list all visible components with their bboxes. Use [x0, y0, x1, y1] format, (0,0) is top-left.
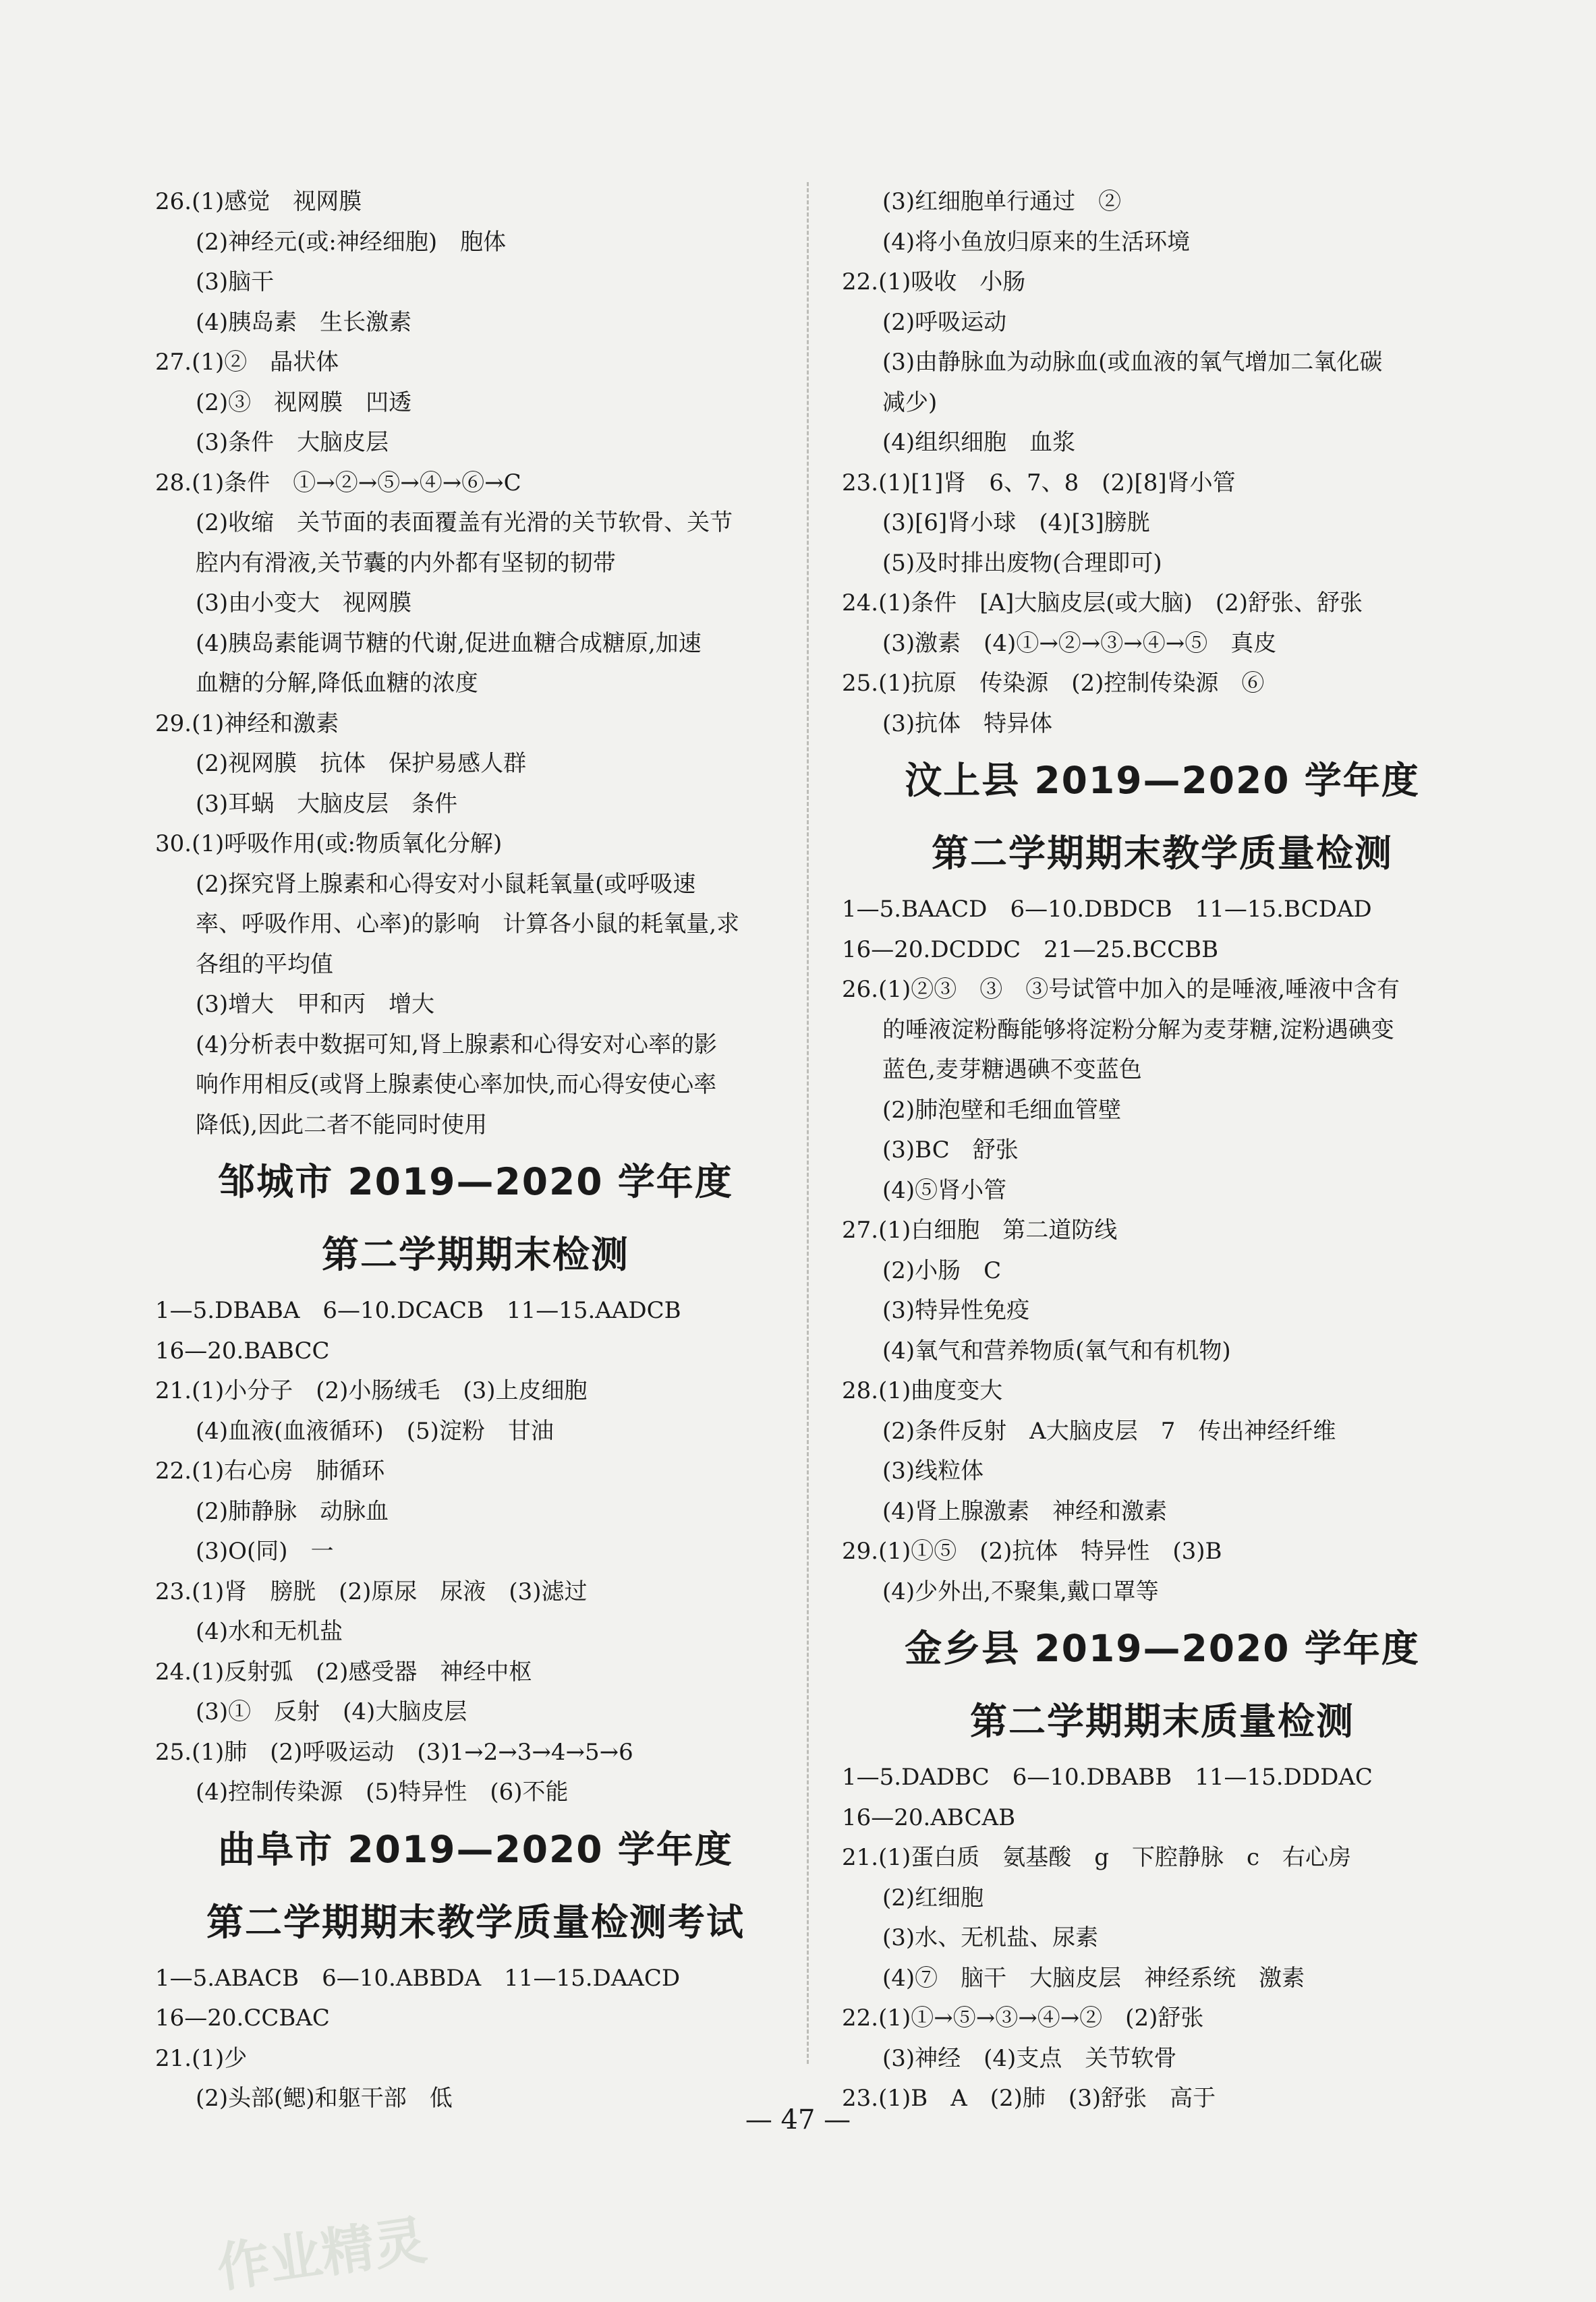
answer-line: 1—5.BAACD 6—10.DBDCB 11—15.BCDAD	[842, 896, 1372, 923]
answer-subline: 降低),因此二者不能同时使用	[196, 1111, 488, 1139]
answer-subline: (2)收缩 关节面的表面覆盖有光滑的关节软骨、关节	[196, 509, 733, 536]
answer-subline: (3)脑干	[196, 268, 275, 295]
answer-subline: (3)抗体 特异体	[882, 710, 1053, 737]
answer-line: 22.(1)①→⑤→③→④→② (2)舒张	[842, 2005, 1204, 2032]
answer-subline: (2)肺静脉 动脉血	[196, 1497, 389, 1525]
answer-line: 1—5.DADBC 6—10.DBABB 11—15.DDDAC	[842, 1764, 1373, 1791]
section-heading: 汶上县 2019—2020 学年度	[905, 759, 1420, 802]
left-column	[155, 182, 796, 2119]
answer-subline: 蓝色,麦芽糖遇碘不变蓝色	[882, 1056, 1142, 1083]
answer-line: 26.(1)感觉 视网膜	[155, 188, 362, 215]
answer-subline: (4)将小鱼放归原来的生活环境	[882, 228, 1191, 256]
answer-line: 23.(1)B A (2)肺 (3)舒张 高于	[842, 2085, 1216, 2112]
answer-subline: (4)胰岛素能调节糖的代谢,促进血糖合成糖原,加速	[196, 629, 702, 657]
answer-line: 16—20.DCDDC 21—25.BCCBB	[842, 936, 1219, 963]
answer-line: 23.(1)[1]肾 6、7、8 (2)[8]肾小管	[842, 469, 1236, 496]
answer-line: 28.(1)曲度变大	[842, 1377, 1003, 1404]
watermark-stamp: 作业精灵	[213, 2210, 430, 2300]
answer-line: 28.(1)条件 ①→②→⑤→④→⑥→C	[155, 469, 521, 496]
answer-subline: 血糖的分解,降低血糖的浓度	[196, 670, 478, 697]
answer-subline: 腔内有滑液,关节囊的内外都有坚韧的韧带	[196, 549, 616, 577]
answer-subline: (4)控制传染源 (5)特异性 (6)不能	[196, 1779, 569, 1806]
answer-subline: 响作用相反(或肾上腺素使心率加快,而心得安使心率	[196, 1071, 717, 1098]
section-heading: 第二学期期末教学质量检测考试	[206, 1900, 745, 1944]
answer-subline: (2)条件反射 A大脑皮层 7 传出神经纤维	[882, 1417, 1336, 1445]
answer-subline: (3)BC 舒张	[882, 1136, 1019, 1163]
answer-subline: (5)及时排出废物(合理即可)	[882, 549, 1162, 577]
answer-line: 22.(1)吸收 小肠	[842, 268, 1026, 295]
answer-line: 16—20.CCBAC	[155, 2005, 330, 2032]
answer-subline: (4)组织细胞 血浆	[882, 429, 1076, 456]
page-number: — 47 —	[745, 2104, 851, 2135]
answer-subline: (3)激素 (4)①→②→③→④→⑤ 真皮	[882, 629, 1277, 657]
answer-subline: (4)少外出,不聚集,戴口罩等	[882, 1578, 1159, 1605]
answer-line: 29.(1)神经和激素	[155, 710, 339, 737]
answer-line: 16—20.ABCAB	[842, 1804, 1016, 1831]
answer-subline: 各组的平均值	[196, 950, 333, 978]
answer-line: 21.(1)小分子 (2)小肠绒毛 (3)上皮细胞	[155, 1377, 588, 1404]
section-heading: 金乡县 2019—2020 学年度	[905, 1627, 1420, 1670]
answer-line: 1—5.DBABA 6—10.DCACB 11—15.AADCB	[155, 1297, 681, 1324]
answer-subline: (2)神经元(或:神经细胞) 胞体	[196, 228, 507, 256]
section-heading: 第二学期期末教学质量检测	[931, 832, 1393, 875]
answer-line: 27.(1)② 晶状体	[155, 349, 339, 376]
section-heading: 第二学期期末质量检测	[969, 1700, 1355, 1743]
answer-line: 1—5.ABACB 6—10.ABBDA 11—15.DAACD	[155, 1964, 681, 1992]
answer-subline: (3)O(同) 一	[196, 1538, 334, 1565]
answer-subline: (3)增大 甲和丙 增大	[196, 991, 435, 1018]
answer-subline: (4)氧气和营养物质(氧气和有机物)	[882, 1337, 1231, 1364]
answer-subline: (4)肾上腺激素 神经和激素	[882, 1497, 1168, 1525]
answer-line: 25.(1)肺 (2)呼吸运动 (3)1→2→3→4→5→6	[155, 1738, 633, 1766]
answer-line: 24.(1)条件 [A]大脑皮层(或大脑) (2)舒张、舒张	[842, 589, 1363, 616]
answer-subline: 率、呼吸作用、心率)的影响 计算各小鼠的耗氧量,求	[196, 911, 740, 938]
answer-subline: (2)头部(鳃)和躯干部 低	[196, 2085, 453, 2112]
answer-subline: (3)[6]肾小球 (4)[3]膀胱	[882, 509, 1150, 536]
answer-subline: (3)条件 大脑皮层	[196, 429, 389, 456]
answer-line: 29.(1)①⑤ (2)抗体 特异性 (3)B	[842, 1538, 1222, 1565]
answer-line: 23.(1)肾 膀胱 (2)原尿 尿液 (3)滤过	[155, 1578, 588, 1605]
answer-line: 25.(1)抗原 传染源 (2)控制传染源 ⑥	[842, 670, 1265, 697]
answer-subline: (3)由静脉血为动脉血(或血液的氧气增加二氧化碳	[882, 349, 1383, 376]
answer-line: 27.(1)白细胞 第二道防线	[842, 1217, 1118, 1244]
answer-subline: (2)小肠 C	[882, 1257, 1002, 1284]
section-heading: 第二学期期末检测	[321, 1233, 629, 1276]
answer-subline: (2)红细胞	[882, 1884, 984, 1911]
answer-line: 21.(1)少	[155, 2044, 248, 2072]
answer-subline: (3)① 反射 (4)大脑皮层	[196, 1698, 467, 1725]
answer-subline: (4)⑦ 脑干 大脑皮层 神经系统 激素	[882, 1964, 1305, 1992]
right-column	[842, 182, 1483, 2119]
column-divider	[807, 182, 809, 2064]
answer-line: 26.(1)②③ ③ ③号试管中加入的是唾液,唾液中含有	[842, 976, 1400, 1003]
answer-subline: (4)胰岛素 生长激素	[196, 308, 412, 336]
answer-subline: (3)线粒体	[882, 1458, 984, 1485]
answer-line: 21.(1)蛋白质 氨基酸 g 下腔静脉 c 右心房	[842, 1844, 1352, 1871]
answer-subline: 减少)	[882, 389, 938, 416]
answer-subline: (3)水、无机盐、尿素	[882, 1924, 1099, 1951]
answer-subline: (2)探究肾上腺素和心得安对小鼠耗氧量(或呼吸速	[196, 870, 696, 898]
answer-line: 24.(1)反射弧 (2)感受器 神经中枢	[155, 1658, 532, 1686]
answer-subline: (2)呼吸运动	[882, 308, 1007, 336]
answer-subline: (3)特异性免疫	[882, 1297, 1030, 1324]
answer-subline: (3)红细胞单行通过 ②	[882, 188, 1122, 215]
answer-subline: (2)肺泡壁和毛细血管壁	[882, 1096, 1122, 1124]
answer-line: 22.(1)右心房 肺循环	[155, 1458, 385, 1485]
section-heading: 邹城市 2019—2020 学年度	[218, 1160, 733, 1203]
answer-subline: (3)由小变大 视网膜	[196, 589, 412, 616]
answer-subline: (4)水和无机盐	[196, 1618, 343, 1645]
answer-subline: (3)神经 (4)支点 关节软骨	[882, 2044, 1177, 2072]
answer-line: 30.(1)呼吸作用(或:物质氧化分解)	[155, 830, 503, 857]
answer-subline: (3)耳蜗 大脑皮层 条件	[196, 790, 458, 817]
answer-subline: (2)视网膜 抗体 保护易感人群	[196, 750, 527, 777]
answer-subline: (4)分析表中数据可知,肾上腺素和心得安对心率的影	[196, 1031, 717, 1058]
answer-line: 16—20.BABCC	[155, 1337, 330, 1364]
section-heading: 曲阜市 2019—2020 学年度	[218, 1827, 733, 1871]
answer-subline: 的唾液淀粉酶能够将淀粉分解为麦芽糖,淀粉遇碘变	[882, 1016, 1394, 1043]
answer-subline: (4)⑤肾小管	[882, 1176, 1007, 1204]
answer-subline: (2)③ 视网膜 凹透	[196, 389, 412, 416]
answer-subline: (4)血液(血液循环) (5)淀粉 甘油	[196, 1417, 554, 1445]
